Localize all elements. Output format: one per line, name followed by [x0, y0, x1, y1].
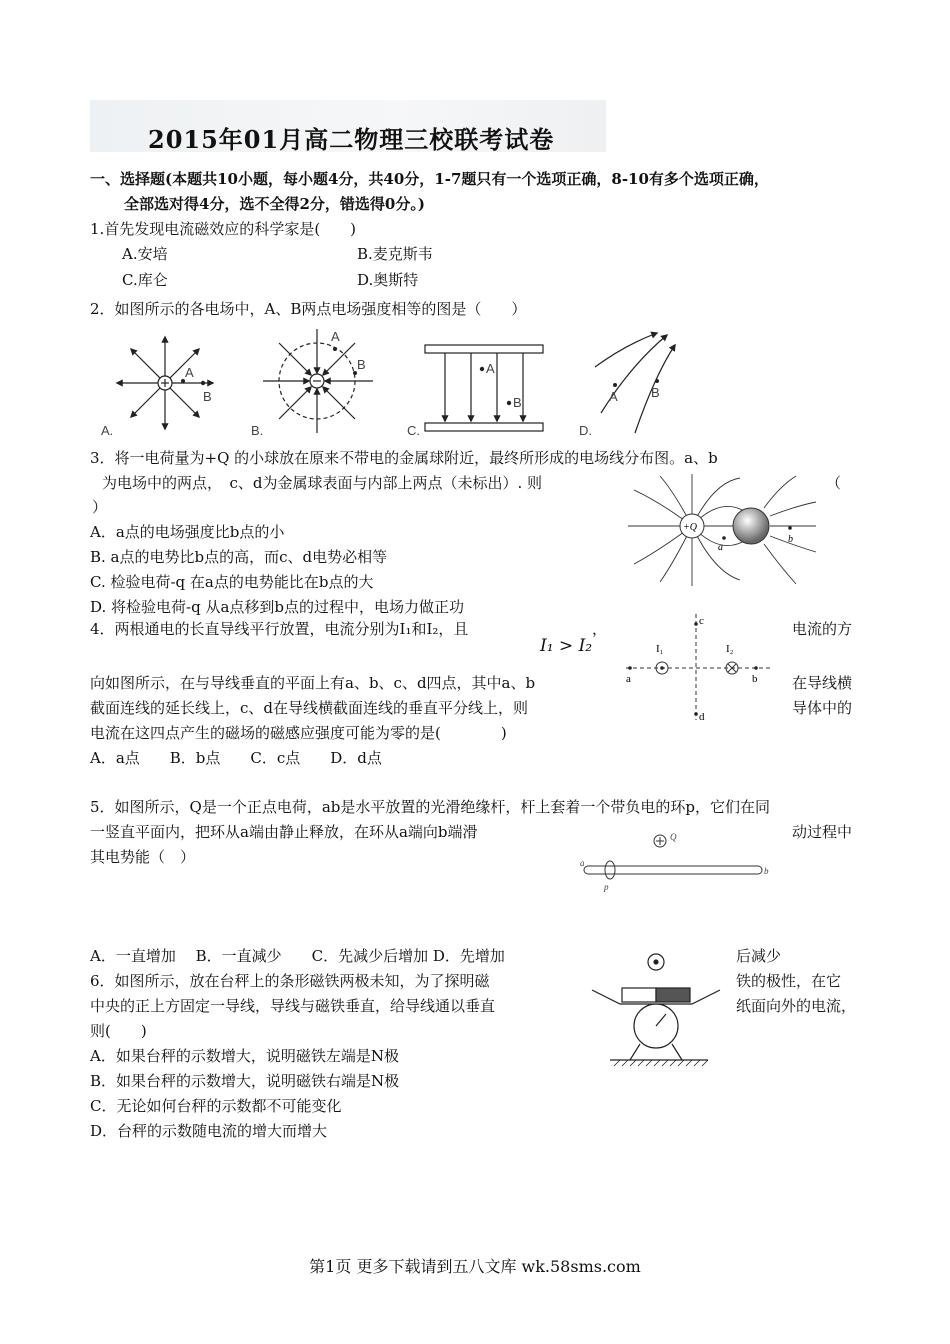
fig-a-positive-charge [117, 337, 213, 429]
q3-field-lines [628, 474, 816, 586]
q5-line1: 5．如图所示，Q是一个正点电荷，ab是水平放置的光滑绝缘杆，杆上套着一个带负电的环p，它们在同 [90, 798, 770, 816]
q3-option-c: C. 检验电荷-q 在a点的电势能比在b点的大 [90, 573, 374, 591]
q4-line3-end: 导体中的 [792, 699, 853, 717]
fig-b-label: B. [251, 423, 264, 438]
metal-sphere [733, 508, 769, 544]
q3-point-a: a [718, 542, 723, 553]
q4-current-i2: I₂ [726, 643, 734, 655]
q3-option-a: A．a点的电场强度比b点的小 [90, 523, 285, 541]
q4-formula: I₁ > I₂ [540, 636, 593, 656]
q5-line3: 其电势能（ ） [90, 848, 196, 866]
q4-line1: 4．两根通电的长直导线平行放置，电流分别为I₁和I₂，且 [90, 620, 469, 638]
q5-label-p: p [604, 882, 609, 892]
fig-a-point-a: A [185, 365, 194, 380]
section-heading-cont: 全部选对得4分，选不全得2分，错选得0分。) [124, 195, 425, 213]
q5-figure [578, 826, 778, 896]
q4-options: A．a点 B．b点 C．c点 D．d点 [90, 749, 382, 767]
q5-label-b: b [764, 866, 769, 876]
q3-figure [620, 472, 820, 592]
q5-line2: 一竖直平面内，把环从a端由静止释放，在环从a端向b端滑 [90, 823, 478, 841]
q6-option-c: C．无论如何台秤的示数都不可能变化 [90, 1097, 342, 1115]
fig-b-negative-charge [263, 329, 373, 433]
q5-line2-end: 动过程中 [792, 823, 853, 841]
fig-b-point-a: A [331, 329, 340, 344]
fig-c-point-b: B [513, 395, 522, 410]
q6-line3: 则( ) [90, 1022, 147, 1040]
q4-point-c: c [699, 615, 704, 627]
q4-line1-end: 电流的方 [792, 620, 853, 638]
q6-line2: 中央的正上方固定一导线，导线与磁铁垂直，给导线通以垂直 [90, 997, 496, 1015]
q4-line4: 电流在这四点产生的磁场的磁感应强度可能为零的是( ) [90, 724, 507, 742]
q2-figure [95, 325, 660, 440]
q6-option-d: D．台秤的示数随电流的增大而增大 [90, 1122, 328, 1140]
q3-option-d: D. 将检验电荷-q 从a点移到b点的过程中，电场力做正功 [90, 598, 465, 616]
fig-c-point-a: A [486, 361, 495, 376]
q4-current-i1: I₁ [656, 643, 664, 655]
q5-options-end: 后减少 [736, 947, 782, 965]
q1-stem: 1.首先发现电流磁效应的科学家是( ) [90, 220, 357, 238]
fig-c-parallel-plates [425, 345, 543, 431]
q4-figure [620, 612, 780, 727]
q2-stem: 2．如图所示的各电场中，A、B两点电场强度相等的图是（ ） [90, 300, 527, 318]
q6-line1-end: 铁的极性，在它 [736, 972, 842, 990]
fig-c-label: C. [407, 423, 420, 438]
q4-point-b: b [752, 673, 758, 685]
q4-point-d: d [699, 711, 705, 723]
q6-figure [590, 950, 730, 1068]
q6-option-a: A．如果台秤的示数增大，说明磁铁左端是N极 [90, 1047, 399, 1065]
page-title: 2015年01月高二物理三校联考试卷 [148, 125, 555, 154]
q1-option-a: A.安培 [122, 245, 168, 263]
fig-a-point-b: B [203, 389, 212, 404]
q1-option-d: D.奥斯特 [357, 271, 419, 289]
fig-d-point-b: B [651, 385, 660, 400]
q3-point-b: b [788, 534, 793, 545]
q6-line1: 6．如图所示，放在台秤上的条形磁铁两极未知，为了探明磁 [90, 972, 490, 990]
q3-charge-label: +Q [683, 522, 697, 533]
fig-d-label: D. [579, 423, 592, 438]
fig-a-label: A. [101, 423, 114, 438]
q3-paren-open: （ [826, 474, 842, 492]
fig-d-point-a: A [609, 389, 618, 404]
q3-line1: 3．将一电荷量为+Q 的小球放在原来不带电的金属球附近，最终所形成的电场线分布图。a、b [90, 449, 718, 467]
q4-line3: 截面连线的延长线上，c、d在导线横截面连线的垂直平分线上，则 [90, 699, 529, 717]
q4-point-a: a [626, 673, 631, 685]
q6-option-b: B．如果台秤的示数增大，说明磁铁右端是N极 [90, 1072, 400, 1090]
fig-d-curved-field [595, 333, 675, 433]
q1-option-b: B.麦克斯韦 [357, 245, 433, 263]
q6-line2-end: 纸面向外的电流， [736, 997, 857, 1015]
fig-b-point-b: B [357, 357, 366, 372]
page-footer: 第1页 更多下载请到五八文库 wk.58sms.com [309, 1257, 641, 1276]
q3-paren-close: ） [92, 498, 108, 516]
q4-line2: 向如图所示，在与导线垂直的平面上有a、b、c、d四点，其中a、b [90, 674, 536, 692]
q1-option-c: C.库仑 [122, 271, 168, 289]
section-heading: 一、选择题(本题共10小题，每小题4分，共40分，1-7题只有一个选项正确，8-10有多个选项正确， [90, 170, 769, 188]
q5-label-q: Q [670, 832, 677, 842]
q5-options: A．一直增加 B．一直减少 C．先减少后增加 D．先增加 [90, 947, 505, 965]
q3-option-b: B. a点的电势比b点的高，而c、d电势必相等 [90, 548, 388, 566]
q5-label-a: a [580, 858, 585, 868]
q3-line2: 为电场中的两点， c、d为金属球表面与内部上两点（未标出）. 则 [102, 474, 543, 492]
q4-line2-end: 在导线横 [792, 674, 853, 692]
